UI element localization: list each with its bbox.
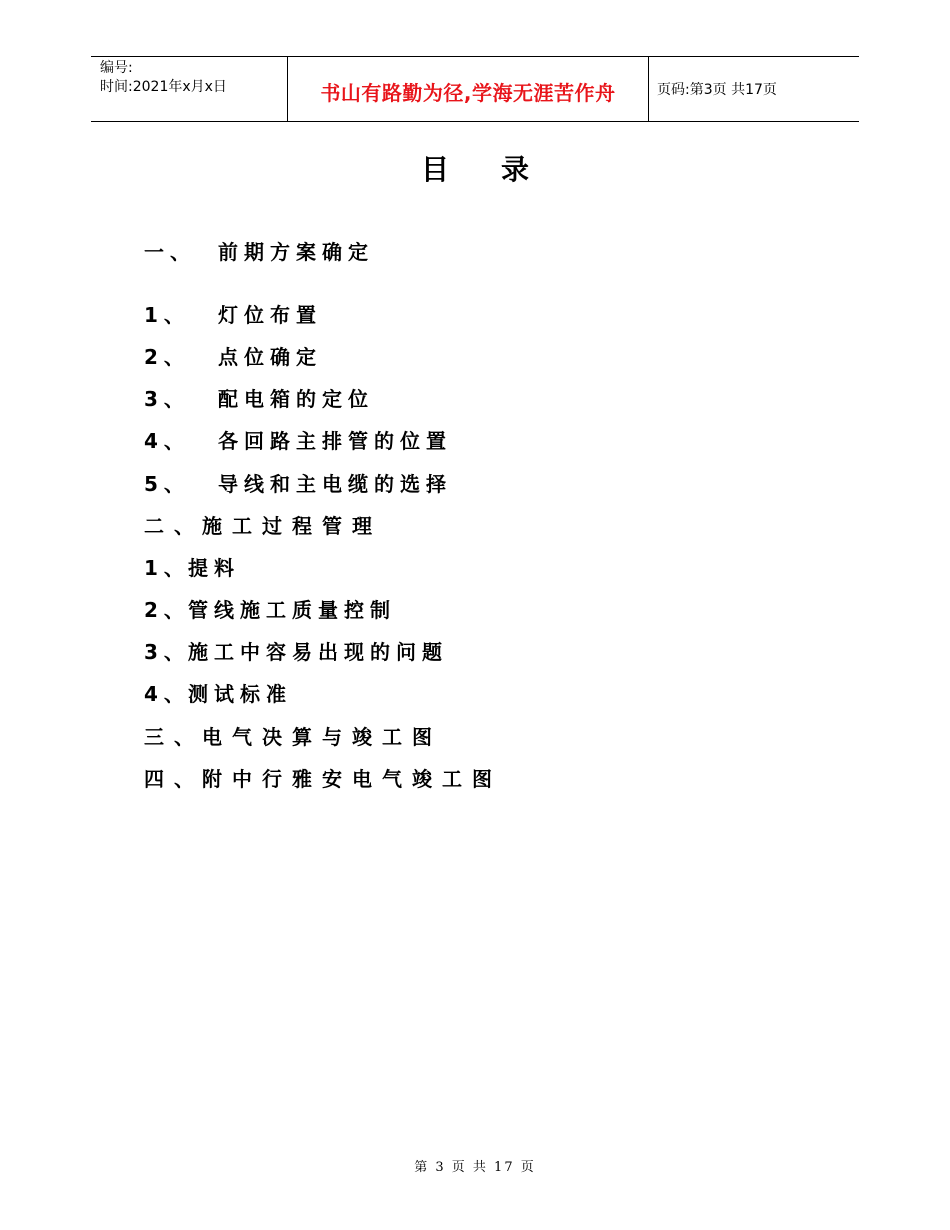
toc-item-number: 1、 — [144, 556, 190, 580]
header-motto-cell — [287, 57, 649, 121]
header-page-info: 页码:第3页 共17页 — [657, 82, 777, 98]
toc-item[interactable] — [144, 302, 322, 328]
toc-item[interactable] — [144, 471, 452, 497]
page-header — [91, 56, 859, 122]
toc-item-number: 2、 — [144, 345, 190, 369]
document-date: 时间:2021年x月x日 — [100, 79, 227, 95]
toc-item[interactable] — [144, 555, 240, 581]
page-footer: 第 3 页 共 17 页 — [414, 1160, 536, 1175]
toc-item[interactable] — [144, 239, 374, 265]
toc-item[interactable] — [144, 639, 448, 665]
header-motto: 书山有路勤为径,学海无涯苦作舟 — [320, 80, 616, 105]
toc-item-label: 灯位布置 — [218, 303, 322, 327]
toc-item-number: 三、 — [144, 725, 204, 749]
toc-item[interactable] — [144, 681, 292, 707]
toc-item-label: 提料 — [188, 556, 240, 580]
toc-item[interactable] — [144, 344, 322, 370]
toc-item-number: 2、 — [144, 598, 190, 622]
toc-item-label: 前期方案确定 — [218, 240, 374, 264]
toc-item-label: 施工中容易出现的问题 — [188, 640, 448, 664]
toc-title: 目录 — [420, 153, 581, 186]
toc-item-number: 四、 — [144, 767, 204, 791]
document-number-label: 编号: — [100, 60, 133, 76]
toc-item-label: 电气决算与竣工图 — [202, 725, 442, 749]
toc-item-number: 3、 — [144, 640, 190, 664]
toc-item-number: 3、 — [144, 387, 190, 411]
toc-item-label: 各回路主排管的位置 — [218, 429, 452, 453]
toc-item[interactable] — [144, 724, 442, 750]
toc-item[interactable] — [144, 386, 374, 412]
toc-item-label: 管线施工质量控制 — [188, 598, 396, 622]
toc-item-number: 4、 — [144, 682, 190, 706]
toc-item[interactable] — [144, 513, 382, 539]
toc-item-label: 配电箱的定位 — [218, 387, 374, 411]
toc-item-label: 测试标准 — [188, 682, 292, 706]
toc-item[interactable] — [144, 766, 502, 792]
toc-item-number: 一、 — [144, 240, 196, 264]
toc-item[interactable] — [144, 597, 396, 623]
toc-item-number: 5、 — [144, 472, 190, 496]
header-page-cell — [649, 57, 859, 121]
toc-item-number: 1、 — [144, 303, 190, 327]
toc-item-label: 导线和主电缆的选择 — [218, 472, 452, 496]
toc-item-number: 二、 — [144, 514, 204, 538]
toc-item-label: 点位确定 — [218, 345, 322, 369]
toc-item-label: 施工过程管理 — [202, 514, 382, 538]
header-meta — [91, 57, 287, 121]
toc-item-number: 4、 — [144, 429, 190, 453]
toc-item[interactable] — [144, 428, 452, 454]
toc-item-label: 附中行雅安电气竣工图 — [202, 767, 502, 791]
